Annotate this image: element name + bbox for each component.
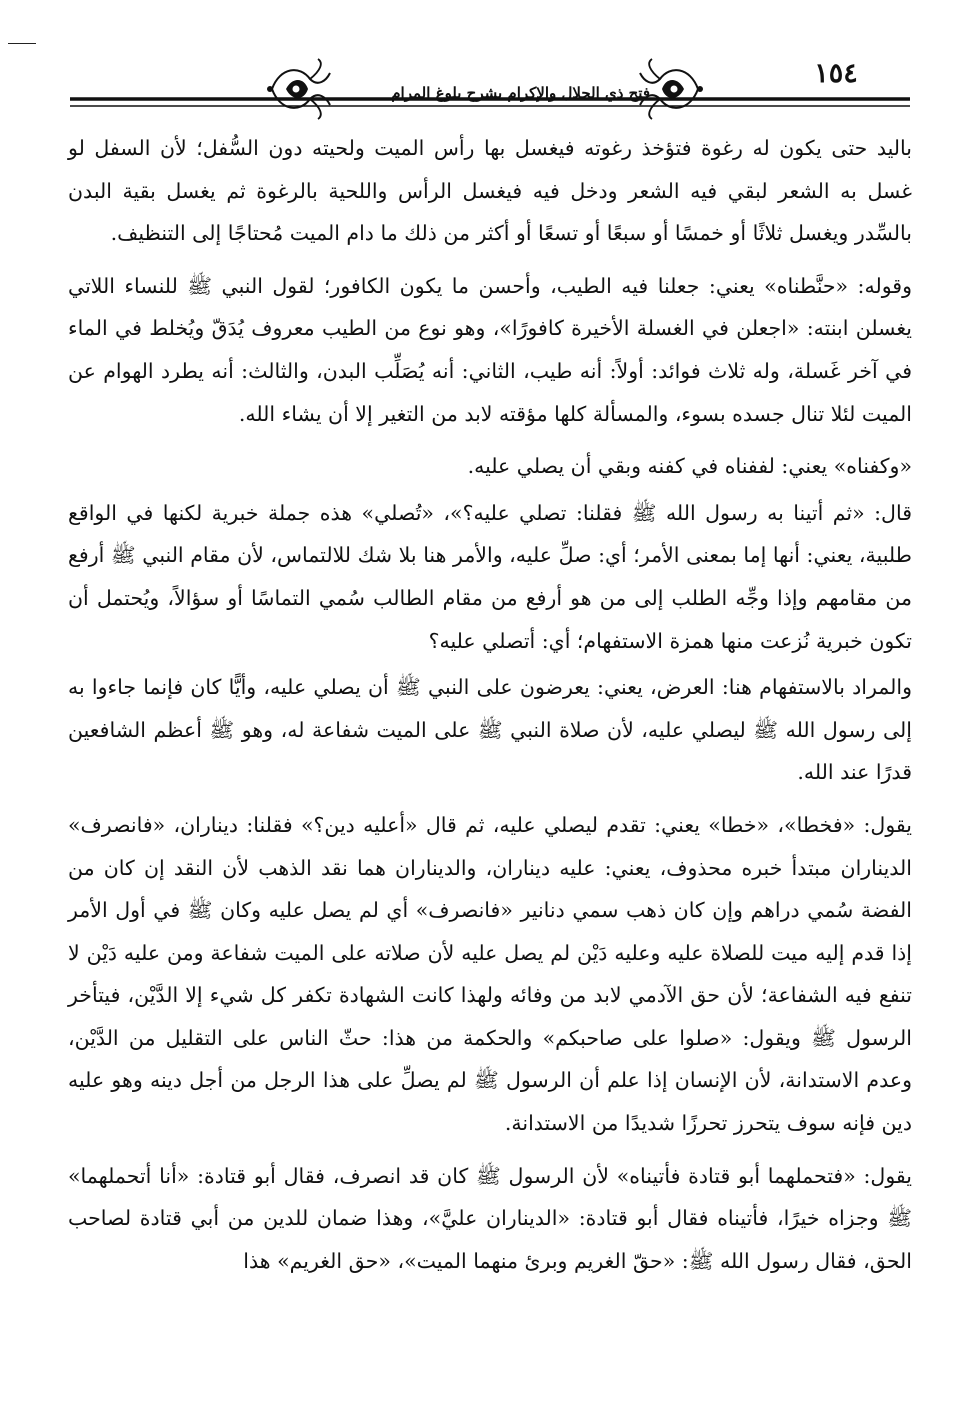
paragraph: قال: «ثم أتينا به رسول الله ﷺ فقلنا: تصلي عليه؟»، «تُصلي» هذه جملة خبرية لكنها في الواقع طلبية، يعني: أنها إما بمعنى الأمر؛ أي: صلِّ عليه، والأمر هنا بلا شك للالتماس، لأن مقام النبي ﷺ أرفع من مقامهم وإذا وجِّه الطلب إلى من هو أرفع من مقام الطالب سُمي التماسًا أو سؤالاً، ويُحتمل أن تكون خبرية نُزعت منها همزة الاستفهام؛ أي: أتصلي عليه؟: [68, 500, 912, 653]
paragraph: وقوله: «حنَّطناه» يعني: جعلنا فيه الطيب، وأحسن ما يكون الكافور؛ لقول النبي ﷺ للنساء اللاتي يغسلن ابنته: «اجعلن في الغسلة الأخيرة كافورًا»، وهو نوع من الطيب معروف يُدَقّ ويُخلط في الماء في آخر غَسلة، وله ثلاث فوائد: أولاً: أنه طيب، الثاني: أنه يُصَلِّب البدن، والثالث: أنه يطرد الهوام عن الميت لئلا تنال جسده بسوء، والمسألة كلها مؤقته لابد من التغير إلا أن يشاء الله.: [68, 273, 912, 426]
page-body: [68, 127, 912, 1282]
paragraph: يقول: «فخطا»، «خطا» يعني: تقدم ليصلي عليه، ثم قال «أعليه دين؟» فقلنا: ديناران، «فانصرف» الديناران مبتدأ خبره محذوف، يعني: عليه ديناران، والديناران هما نقد الذهب لأن النقد إن كان من الفضة سُمي دراهم وإن كان ذهب سمي دنانير «فانصرف» أي لم يصل عليه وكان ﷺ في أول الأمر إذا قدم إليه ميت للصلاة عليه وعليه دَيْن لم يصل عليه لأن صلاته على الميت شفاعة ومن عليه دَيْن لا تنفع فيه الشفاعة؛ لأن حق الآدمي لابد من وفائه ولهذا كانت الشهادة تكفر كل شيء إلا الدَّيْن، فيتأخر الرسول ﷺ ويقول: «صلوا على صاحبكم» والحكمة من هذا: حثّ الناس على التقليل من الدَّيْن، وعدم الاستدانة، لأن الإنسان إذا علم أن الرسول ﷺ لم يصلِّ على هذا الرجل من أجل دينه وهو عليه دين فإنه سوف يتحرز تحرزًا شديدًا من الاستدانة.: [68, 812, 912, 1136]
paragraph: «وكفناه» يعني: لففناه في كفنه وبقي أن يصلي عليه.: [467, 454, 912, 479]
left-ornament-icon: [267, 59, 330, 119]
paragraph: باليد حتى يكون له رغوة فتؤخذ رغوته فيغسل بها رأس الميت ولحيته دون السُّفل؛ لأن السفل لو غسل به الشعر لبقي فيه الشعر ودخل فيه فيغسل الرأس واللحية بالرغوة ثم يغسل بقية البدن بالسِّدر ويغسل ثلاثًا أو خمسًا أو سبعًا أو تسعًا أو أكثر من ذلك ما دام الميت مُحتاجًا إلى التنظيف.: [68, 136, 912, 246]
paragraph: يقول: «فتحملهما أبو قتادة فأتيناه» لأن الرسول ﷺ كان قد انصرف، فقال أبو قتادة: «أنا أتحملهما» ﷺ وجزاه خيرًا، فأتيناه فقال أبو قتادة: «الديناران عليَّ»، وهذا ضمان للدين من أبي قتادة لصاحب الحق، فقال رسول الله ﷺ: «حقّ الغريم وبرئ منهما الميت»، «حق الغريم» هذا: [68, 1163, 912, 1273]
paragraph: والمراد بالاستفهام هنا: العرض، يعني: يعرضون على النبي ﷺ أن يصلي عليه، وأيًّا كان فإنما جاءوا به إلى رسول الله ﷺ ليصلي عليه، لأن صلاة النبي ﷺ على الميت شفاعة له، وهو ﷺ أعظم الشافعين قدرًا عند الله.: [68, 675, 912, 785]
running-title: فتح ذي الجلال والإكرام بشرح بلوغ المرام: [391, 84, 650, 102]
page-header: [70, 56, 910, 122]
corner-mark: [8, 43, 36, 44]
page-number: ١٥٤: [814, 58, 858, 89]
